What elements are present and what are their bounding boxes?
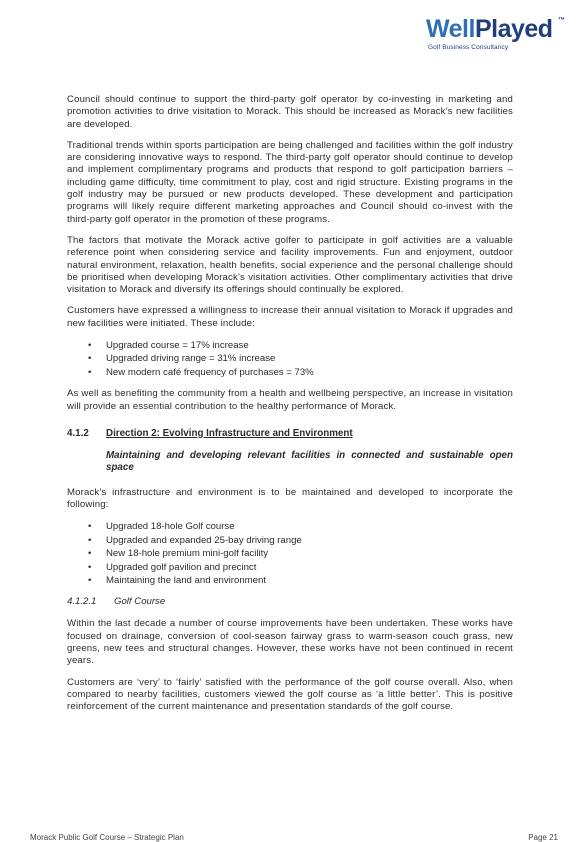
section-heading-4-1-2-1	[67, 596, 513, 608]
logo-tagline: Golf Business Consultancy	[428, 44, 509, 51]
paragraph-community-benefit: As well as benefiting the community from a health and wellbeing perspective, an increase in visitation will provide an essential contribution to the healthy performance of Morack.	[67, 388, 513, 412]
footer-page-number: Page 21	[528, 833, 558, 842]
bullet-marker: •	[88, 340, 92, 352]
logo-wordmark	[426, 15, 553, 43]
section-heading-4-1-2	[67, 427, 513, 440]
bullet-marker: •	[88, 561, 92, 573]
list-item-text: New modern café frequency of purchases = 73%	[106, 366, 314, 378]
list-item-text: Upgraded 18-hole Golf course	[106, 521, 235, 533]
logo-word-played: Played	[474, 15, 553, 43]
section-number: 4.1.2	[67, 427, 89, 439]
bullet-marker: •	[88, 575, 92, 587]
paragraph-customer-satisfaction: Customers are ‘very’ to ‘fairly’ satisfied with the performance of the golf course overall. Also, when compared to nearby facilities, customers viewed the golf course as ‘a little better’. This is positive reinforcement of the current maintenance and presentation standards of the golf course.	[67, 676, 513, 713]
list-item-text: Maintaining the land and environment	[106, 575, 267, 587]
logo-trademark: ™	[558, 17, 565, 24]
paragraph-infrastructure: Morack’s infrastructure and environment is to be maintained and developed to incorporate the following:	[67, 486, 513, 511]
visitation-increase-list	[67, 339, 513, 379]
paragraph-traditional-trends: Traditional trends within sports participation are being challenged and facilities within the golf industry are considering innovative ways to respond. The third-party golf operator should continue to develop and implement complimentary programs and products that respond to golf participation barriers – including game difficulty, time commitment to play, cost and rigid structure. Existing programs in the golf industry may be pursued or new products developed. These development and participation programs will likely require different marketing approaches and Council should co-invest with the third-party golf operator in the promotion of these programs.	[67, 139, 513, 225]
paragraph-co-invest-marketing: Council should continue to support the third-party golf operator by co-investing in marketing and promotion activities to drive visitation to Morack. This should be increased as Morack’s new facilities are developed.	[67, 94, 513, 130]
list-item	[67, 547, 513, 560]
list-item	[67, 561, 513, 574]
list-item	[67, 352, 513, 365]
list-item-text: Upgraded driving range = 31% increase	[106, 353, 276, 365]
bullet-marker: •	[88, 366, 92, 378]
bullet-marker: •	[88, 534, 92, 546]
list-item-text: Upgraded course = 17% increase	[106, 340, 249, 352]
wellplayed-logo	[426, 15, 566, 57]
paragraph-course-improvements: Within the last decade a number of course improvements have been undertaken. These works have focused on drainage, conversion of cool-season fairway grass to warm-season couch grass, new greens, new tees and structural changes. However, these works have not been continued in recent years.	[67, 618, 513, 667]
paragraph-motivation-factors: The factors that motivate the Morack active golfer to participate in golf activities are a valuable reference point when considering service and facility improvements. Fun and enjoyment, outdoor natural environment, relaxation, health benefits, social experience and the personal challenge should be prioritised when developing Morack’s visitation activities. Other complimentary activities that drive visitation to Morack and diversify its offerings should continually be explored.	[67, 234, 513, 296]
list-item-text: Upgraded golf pavilion and precinct	[106, 561, 257, 573]
list-item	[67, 534, 513, 547]
list-item	[67, 520, 513, 533]
list-item-text: Upgraded and expanded 25-bay driving range	[106, 534, 302, 546]
logo-word-well: Well	[426, 15, 475, 43]
facility-upgrade-list	[67, 520, 513, 587]
list-item	[67, 574, 513, 587]
footer-document-title: Morack Public Golf Course – Strategic Plan	[30, 833, 184, 842]
list-item-text: New 18-hole premium mini-golf facility	[106, 548, 269, 560]
bullet-marker: •	[88, 353, 92, 365]
section-number: 4.1.2.1	[67, 596, 97, 608]
section-subheading: Maintaining and developing relevant facilities in connected and sustainable open space	[106, 449, 513, 474]
paragraph-customer-willingness: Customers have expressed a willingness to increase their annual visitation to Morack if upgrades and new facilities were initiated. These include:	[67, 305, 513, 329]
bullet-marker: •	[88, 548, 92, 560]
list-item	[67, 366, 513, 379]
bullet-marker: •	[88, 521, 92, 533]
section-title: Golf Course	[114, 596, 166, 608]
document-body	[67, 94, 513, 723]
list-item	[67, 339, 513, 352]
section-title: Direction 2: Evolving Infrastructure and Environment	[106, 427, 353, 439]
